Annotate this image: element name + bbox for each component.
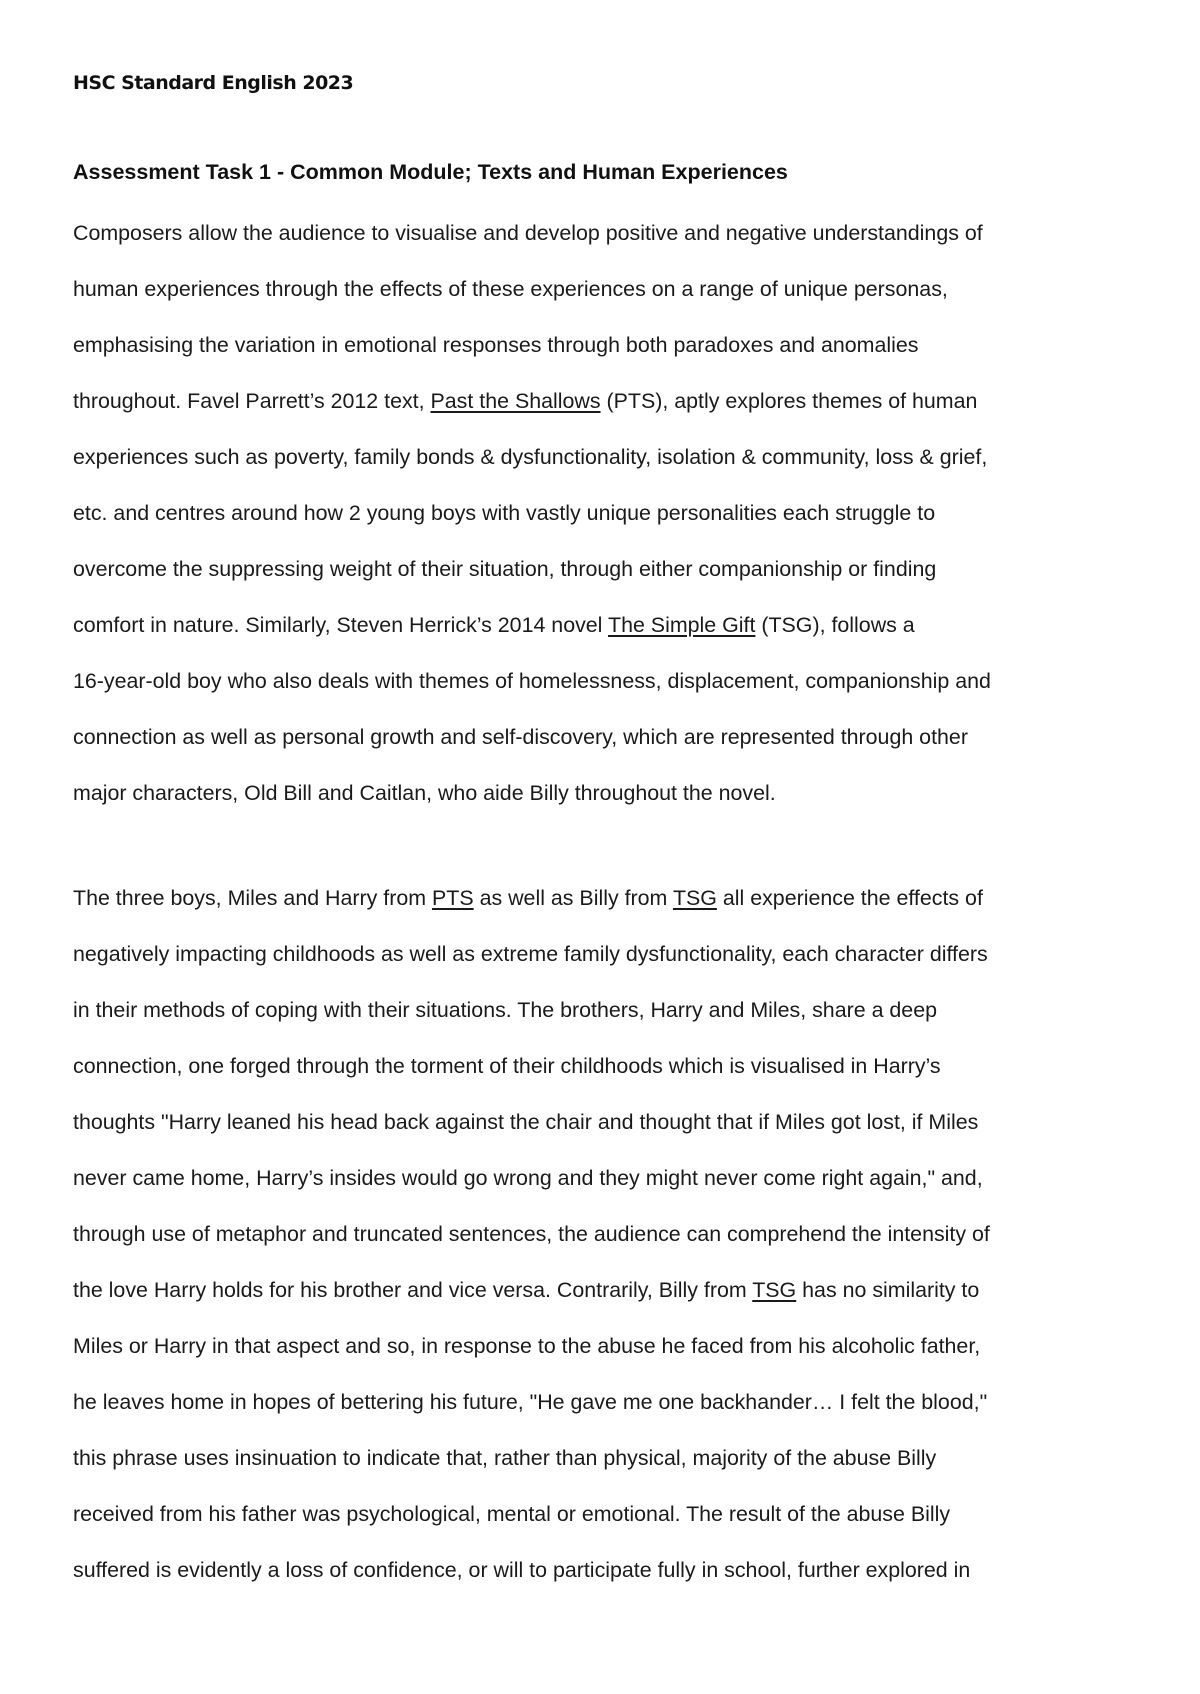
text-line: negatively impacting childhoods as well as extreme family dysfunctionality, each character differs <box>73 942 988 966</box>
text-line <box>73 870 1143 926</box>
paragraph-body <box>73 870 1143 1598</box>
text-line: through use of metaphor and truncated sentences, the audience can comprehend the intensity of <box>73 1222 990 1246</box>
text-segment: The three boys, Miles and Harry from <box>73 886 433 910</box>
document-header: HSC Standard English 2023 <box>73 72 354 94</box>
text-segment: throughout. Favel Parrett’s 2012 text, <box>73 389 431 413</box>
text-line: connection as well as personal growth and self-discovery, which are represented through other <box>73 725 968 749</box>
text-line: human experiences through the effects of these experiences on a range of unique personas, <box>73 277 948 301</box>
text-line: this phrase uses insinuation to indicate that, rather than physical, majority of the abuse Billy <box>73 1446 937 1470</box>
text-line: suffered is evidently a loss of confidence, or will to participate fully in school, further explored in <box>73 1558 971 1582</box>
text-line <box>73 373 1143 429</box>
text-segment: comfort in nature. Similarly, Steven Herrick’s 2014 novel <box>73 613 608 637</box>
abbrev-pts: PTS <box>432 886 474 910</box>
text-line: Composers allow the audience to visualise and develop positive and negative understandings of <box>73 221 983 245</box>
text-line: emphasising the variation in emotional responses through both paradoxes and anomalies <box>73 333 919 357</box>
text-line: major characters, Old Bill and Caitlan, who aide Billy throughout the novel. <box>73 781 776 805</box>
text-line: experiences such as poverty, family bonds & dysfunctionality, isolation & community, loss & grief, <box>73 445 988 469</box>
text-segment: the love Harry holds for his brother and vice versa. Contrarily, Billy from <box>73 1278 753 1302</box>
text-line: in their methods of coping with their situations. The brothers, Harry and Miles, share a deep <box>73 998 937 1022</box>
assessment-task-title: Assessment Task 1 - Common Module; Texts and Human Experiences <box>73 160 788 184</box>
book-title-past-the-shallows: Past the Shallows <box>430 389 601 413</box>
text-segment: (TSG), follows a <box>755 613 915 637</box>
text-segment: has no similarity to <box>796 1278 980 1302</box>
text-line: Miles or Harry in that aspect and so, in response to the abuse he faced from his alcoholic father, <box>73 1334 981 1358</box>
text-line: etc. and centres around how 2 young boys with vastly unique personalities each struggle to <box>73 501 936 525</box>
paragraph-introduction <box>73 205 1143 821</box>
text-line: 16-year-old boy who also deals with themes of homelessness, displacement, companionship and <box>73 669 991 693</box>
book-title-the-simple-gift: The Simple Gift <box>608 613 756 637</box>
text-line: never came home, Harry’s insides would go wrong and they might never come right again," and, <box>73 1166 983 1190</box>
text-line <box>73 1262 1143 1318</box>
text-line: overcome the suppressing weight of their situation, through either companionship or finding <box>73 557 937 581</box>
text-segment: as well as Billy from <box>473 886 673 910</box>
text-line: connection, one forged through the torment of their childhoods which is visualised in Harry’s <box>73 1054 941 1078</box>
text-line: received from his father was psychological, mental or emotional. The result of the abuse Billy <box>73 1502 951 1526</box>
text-line <box>73 597 1143 653</box>
document-page <box>73 0 1133 1694</box>
text-segment: all experience the effects of <box>716 886 983 910</box>
text-segment: (PTS), aptly explores themes of human <box>600 389 978 413</box>
abbrev-tsg: TSG <box>752 1278 797 1302</box>
text-line: thoughts "Harry leaned his head back against the chair and thought that if Miles got lost, if Miles <box>73 1110 979 1134</box>
abbrev-tsg: TSG <box>672 886 717 910</box>
text-line: he leaves home in hopes of bettering his future, "He gave me one backhander… I felt the blood," <box>73 1390 988 1414</box>
